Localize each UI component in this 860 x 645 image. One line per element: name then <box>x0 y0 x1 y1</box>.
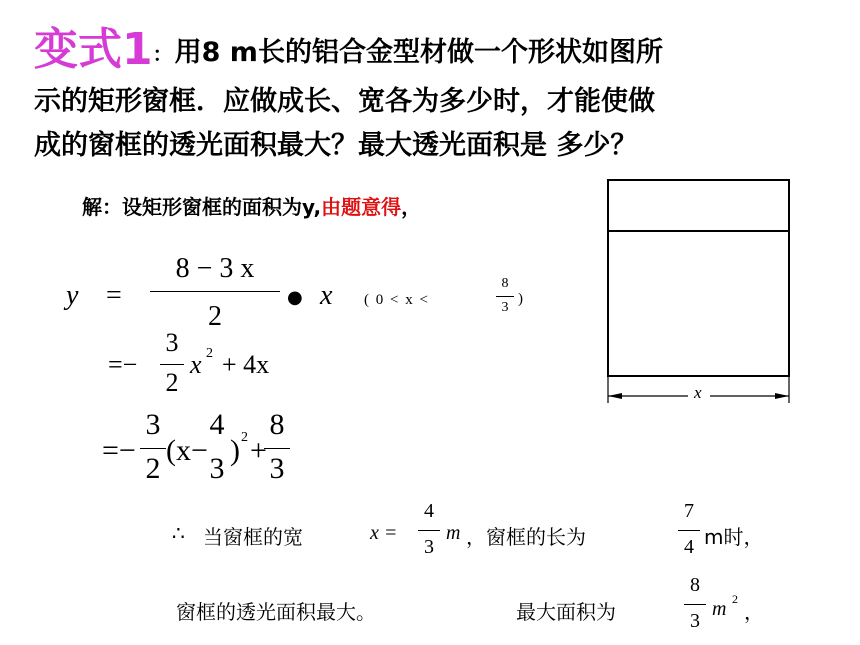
width-den: 3 <box>424 536 434 558</box>
width-num: 4 <box>424 500 434 522</box>
formula3-paren-close: ) <box>230 434 240 467</box>
formula3-num2: 4 <box>209 408 225 441</box>
width-bar <box>418 530 440 531</box>
formula2-num: 3 <box>165 328 179 357</box>
problem-line-1 <box>34 24 663 75</box>
formula3-plus: + <box>250 434 267 467</box>
problem-line-3: 成的窗框的透光面积最大？最大透光面积是 多少？ <box>34 130 638 161</box>
solution-intro-text: 解：设矩形窗框的面积为y, <box>82 195 322 219</box>
formula1-dot: ● <box>287 287 303 308</box>
area-fraction <box>684 574 706 640</box>
solution-intro <box>82 191 421 220</box>
title-colon: ： <box>152 42 173 66</box>
formula1-denominator: 2 <box>208 301 222 332</box>
formula3-exp: 2 <box>241 430 248 445</box>
length-den: 4 <box>684 536 694 558</box>
window-outer-rect <box>608 180 789 376</box>
formula3-paren-open: (x− <box>166 434 208 467</box>
formula3-frac3 <box>264 408 290 492</box>
area-den: 3 <box>690 610 700 632</box>
dim-arrow-left <box>608 393 622 399</box>
formula1-eq: = <box>106 280 122 311</box>
conclusion-text-1: 当窗框的宽 <box>203 525 303 549</box>
area-end: ， <box>744 600 764 624</box>
length-bar <box>678 530 700 531</box>
formula3-den1: 2 <box>145 452 161 485</box>
variant-title: 变式1 <box>34 24 153 75</box>
formula1-bar <box>150 291 280 292</box>
conclusion-x-eq: x = <box>370 522 398 544</box>
formula1-numerator: 8 − 3 x <box>175 253 255 284</box>
problem-text-1: 用8 m长的铝合金型材做一个形状如图所 <box>174 37 663 68</box>
formula3-num3: 8 <box>269 408 285 441</box>
area-num: 8 <box>690 574 700 596</box>
width-unit: m <box>446 522 461 544</box>
length-num: 7 <box>684 500 694 522</box>
formula2-exp: 2 <box>206 346 213 361</box>
area-unit: m <box>712 598 727 620</box>
formula1-x: x <box>320 280 333 311</box>
formula2-term-x: x <box>190 350 202 379</box>
formula1-domain: ( 0 < x < <box>364 292 428 308</box>
formula2-den: 2 <box>165 368 179 397</box>
solution-intro-red: 由题意得 <box>321 195 402 219</box>
formula2-fraction <box>160 328 184 408</box>
formula3-num1: 3 <box>145 408 161 441</box>
conclusion-text-3: m时， <box>704 525 764 549</box>
window-frame-figure <box>600 175 800 410</box>
length-fraction <box>678 500 700 566</box>
dim-arrow-right <box>775 393 789 399</box>
dimension-label-x: x <box>694 383 702 402</box>
formula1-domain-close: ) <box>518 291 523 307</box>
therefore-symbol: ∴ <box>172 521 185 545</box>
formula3-frac2 <box>204 408 230 492</box>
formula2-rest: + 4x <box>222 350 270 379</box>
formula1-domain-fraction <box>496 276 514 322</box>
formula3-prefix: =− <box>102 434 136 467</box>
area-bar <box>684 604 706 605</box>
conclusion-text-4: 窗框的透光面积最大。 <box>176 600 376 624</box>
formula1-lhs: y <box>66 280 79 311</box>
formula3-frac1 <box>140 408 166 492</box>
window-frame-diagram <box>600 175 800 410</box>
conclusion-text-2: ，窗框的长为 <box>466 525 586 549</box>
formula3-bar3 <box>264 448 290 449</box>
conclusion-text-5: 最大面积为 <box>516 600 616 624</box>
solution-intro-end: ， <box>401 195 422 219</box>
formula3-bar1 <box>140 448 166 449</box>
domain-bar <box>496 296 514 297</box>
problem-line-2: 示的矩形窗框．应做成长、宽各为多少时，才能使做 <box>34 86 655 117</box>
area-exp: 2 <box>732 592 738 606</box>
domain-num: 8 <box>501 276 509 291</box>
formula2-bar <box>160 364 184 365</box>
formula3-den3: 3 <box>269 452 285 485</box>
formula3-den2: 3 <box>209 452 225 485</box>
domain-den: 3 <box>501 300 509 315</box>
formula2-prefix: =− <box>108 350 138 379</box>
width-fraction <box>418 500 440 566</box>
